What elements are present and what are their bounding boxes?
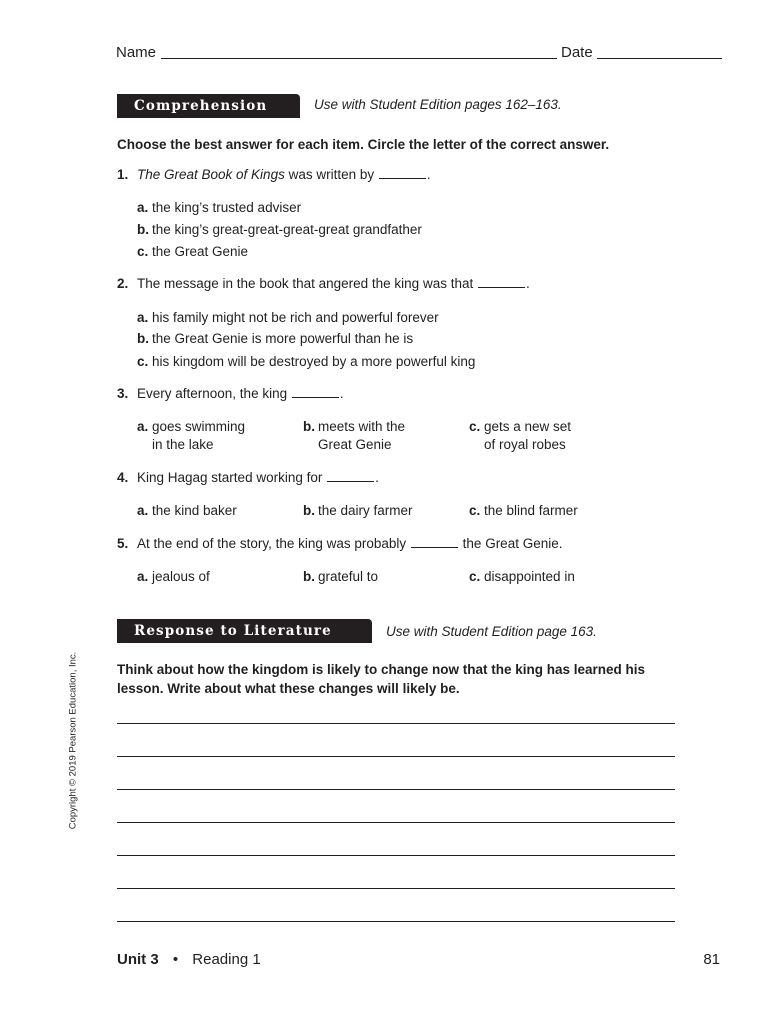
option-text: gets a new set — [484, 419, 572, 434]
question-number: 3. — [117, 386, 129, 401]
response-prompt-line-2: lesson. Write about what these changes will likely be. — [117, 681, 460, 696]
option-letter[interactable]: b. — [137, 331, 149, 346]
option-letter[interactable]: c. — [469, 419, 481, 434]
comprehension-instructions: Choose the best answer for each item. Circle the letter of the correct answer. — [117, 137, 610, 152]
question-5 — [117, 536, 562, 551]
option-letter[interactable]: c. — [469, 503, 481, 518]
question-number: 1. — [117, 167, 129, 182]
option-text: the dairy farmer — [318, 503, 413, 518]
comprehension-banner-title: Comprehension — [134, 98, 268, 114]
answer-line[interactable] — [117, 855, 675, 856]
option-letter[interactable]: b. — [303, 503, 315, 518]
question-stem: Every afternoon, the king — [137, 386, 288, 401]
option-letter[interactable]: a. — [137, 569, 149, 584]
option-3c[interactable] — [469, 418, 571, 454]
question-stem-end: . — [339, 386, 344, 401]
option-3a[interactable] — [137, 418, 245, 454]
question-stem-end: the Great Genie. — [458, 536, 563, 551]
question-stem: At the end of the story, the king was probably — [137, 536, 407, 551]
option-text: grateful to — [318, 569, 379, 584]
option-letter[interactable]: b. — [137, 222, 149, 237]
question-3 — [117, 386, 344, 401]
option-text: the blind farmer — [484, 503, 578, 518]
answer-blank — [327, 481, 374, 482]
option-4b[interactable] — [303, 502, 413, 520]
question-number: 5. — [117, 536, 129, 551]
option-text-cont: in the lake — [152, 437, 214, 452]
option-4c[interactable] — [469, 502, 578, 520]
option-text: his family might not be rich and powerful forever — [152, 310, 439, 325]
answer-blank — [478, 287, 525, 288]
question-stem-end: . — [426, 167, 431, 182]
option-letter[interactable]: a. — [137, 310, 149, 325]
question-stem-end: . — [525, 276, 530, 291]
option-text: his kingdom will be destroyed by a more powerful king — [152, 354, 476, 369]
footer-unit — [117, 951, 261, 968]
option-2a[interactable] — [137, 309, 439, 327]
question-number: 2. — [117, 276, 129, 291]
name-label: Name — [116, 44, 157, 61]
banner-rule — [117, 117, 300, 118]
option-text: disappointed in — [484, 569, 575, 584]
option-5c[interactable] — [469, 568, 575, 586]
question-2 — [117, 276, 530, 291]
option-5a[interactable] — [137, 568, 210, 586]
option-text: the Great Genie is more powerful than he is — [152, 331, 414, 346]
date-label: Date — [561, 44, 593, 61]
option-2c[interactable] — [137, 353, 475, 371]
option-letter[interactable]: a. — [137, 200, 149, 215]
option-text-cont: of royal robes — [484, 437, 566, 452]
answer-line[interactable] — [117, 822, 675, 823]
response-banner-title: Response to Literature — [134, 623, 332, 639]
question-number: 4. — [117, 470, 129, 485]
option-text: goes swimming — [152, 419, 246, 434]
question-4 — [117, 470, 379, 485]
option-1a[interactable] — [137, 199, 301, 217]
unit-label: Unit 3 — [117, 951, 159, 968]
banner-rule — [117, 642, 372, 643]
copyright-notice: Copyright © 2019 Pearson Education, Inc. — [67, 651, 79, 830]
option-1b[interactable] — [137, 221, 422, 239]
answer-line[interactable] — [117, 888, 675, 889]
answer-line[interactable] — [117, 921, 675, 922]
option-letter[interactable]: b. — [303, 419, 315, 434]
response-prompt — [117, 660, 717, 698]
comprehension-banner — [117, 94, 300, 118]
answer-line[interactable] — [117, 723, 675, 724]
question-stem-end: . — [375, 470, 379, 485]
option-2b[interactable] — [137, 330, 413, 348]
book-title: The Great Book of Kings — [137, 167, 285, 182]
option-4a[interactable] — [137, 502, 237, 520]
footer-bullet: • — [172, 951, 179, 968]
option-text-cont: Great Genie — [318, 437, 392, 452]
answer-blank — [292, 397, 339, 398]
question-1 — [117, 167, 431, 182]
option-1c[interactable] — [137, 243, 248, 261]
reading-label: Reading 1 — [192, 951, 261, 968]
answer-blank — [411, 547, 458, 548]
option-text: the king’s great-great-great-great grandfather — [152, 222, 422, 237]
option-3b[interactable] — [303, 418, 405, 454]
answer-blank — [379, 178, 426, 179]
option-letter[interactable]: a. — [137, 503, 149, 518]
response-banner — [117, 619, 372, 643]
name-field[interactable] — [161, 58, 557, 59]
question-stem: The message in the book that angered the king was that — [137, 276, 474, 291]
option-letter[interactable]: c. — [469, 569, 481, 584]
response-prompt-line-1: Think about how the kingdom is likely to change now that the king has learned his — [117, 662, 646, 677]
option-text: meets with the — [318, 419, 406, 434]
option-text: the king’s trusted adviser — [152, 200, 302, 215]
question-stem: King Hagag started working for — [137, 470, 323, 485]
option-5b[interactable] — [303, 568, 378, 586]
option-letter[interactable]: c. — [137, 354, 149, 369]
page-number: 81 — [703, 951, 720, 968]
option-letter[interactable]: b. — [303, 569, 315, 584]
option-letter[interactable]: a. — [137, 419, 149, 434]
date-field[interactable] — [597, 58, 722, 59]
option-text: the Great Genie — [152, 244, 249, 259]
answer-line[interactable] — [117, 789, 675, 790]
option-text: jealous of — [152, 569, 210, 584]
answer-line[interactable] — [117, 756, 675, 757]
option-text: the kind baker — [152, 503, 237, 518]
question-stem: was written by — [284, 167, 375, 182]
comprehension-note: Use with Student Edition pages 162–163. — [314, 97, 562, 112]
response-note: Use with Student Edition page 163. — [386, 624, 597, 639]
option-letter[interactable]: c. — [137, 244, 149, 259]
